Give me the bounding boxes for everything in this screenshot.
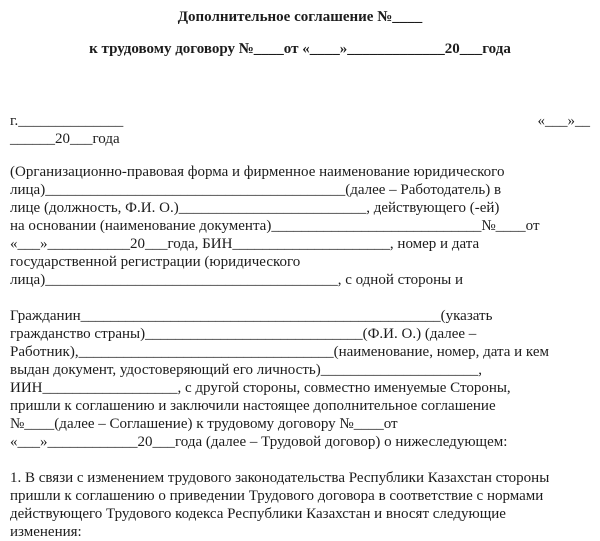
employee-paragraph-line: №____(далее – Соглашение) к трудовому договору №____от: [10, 416, 398, 432]
date-blank-field-start: «___»__: [537, 113, 590, 129]
employer-paragraph-line: на основании (наименование документа)____________________________№____от: [10, 218, 540, 234]
clause-1-line: 1. В связи с изменением трудового законодательства Республики Казахстан стороны: [10, 470, 550, 486]
city-date-row: [10, 112, 590, 130]
document-title-line1: Дополнительное соглашение №____: [177, 9, 423, 25]
city-blank-field: г.______________: [10, 113, 124, 129]
clause-1-line: пришли к соглашению о приведении Трудового договора в соответствие с нормами: [10, 488, 544, 504]
clause-1-paragraph: [10, 469, 590, 541]
clause-1-line: действующего Трудового кодекса Республики Казахстан и вносят следующие: [10, 506, 506, 522]
employer-paragraph-line: государственной регистрации (юридического: [10, 254, 301, 270]
employee-paragraph-line: ИИН__________________, с другой стороны, совместно именуемые Стороны,: [10, 380, 511, 396]
employer-paragraph-line: (Организационно-правовая форма и фирменное наименование юридического: [10, 164, 505, 180]
employer-paragraph: [10, 163, 590, 289]
employee-paragraph-line: выдан документ, удостоверяющий его личность)_____________________,: [10, 362, 482, 378]
employee-paragraph-line: «___»____________20___года (далее – Трудовой договор) о нижеследующем:: [10, 434, 508, 450]
employer-paragraph-line: лице (должность, Ф.И. О.)_________________________, действующего (-ей): [10, 200, 500, 216]
employer-paragraph-line: лица)_______________________________________, с одной стороны и: [10, 272, 464, 288]
employee-paragraph: [10, 307, 590, 451]
employee-paragraph-line: Работник),__________________________________(наименование, номер, дата и кем: [10, 344, 549, 360]
employee-paragraph-line: гражданство страны)_____________________________(Ф.И. О.) (далее –: [10, 326, 477, 342]
employee-paragraph-line: пришли к соглашению и заключили настоящее дополнительное соглашение: [10, 398, 496, 414]
date-blank-field-continuation: ______20___года: [10, 131, 120, 147]
employer-paragraph-line: «___»___________20___года, БИН_____________________, номер и дата: [10, 236, 480, 252]
clause-1-line: изменения:: [10, 524, 82, 540]
employer-paragraph-line: лица)________________________________________(далее – Работодатель) в: [10, 182, 502, 198]
document-title-line2: к трудовому договору №____от «____»_____________20___года: [89, 41, 511, 57]
employee-paragraph-line: Гражданин________________________________________________(указать: [10, 308, 493, 324]
